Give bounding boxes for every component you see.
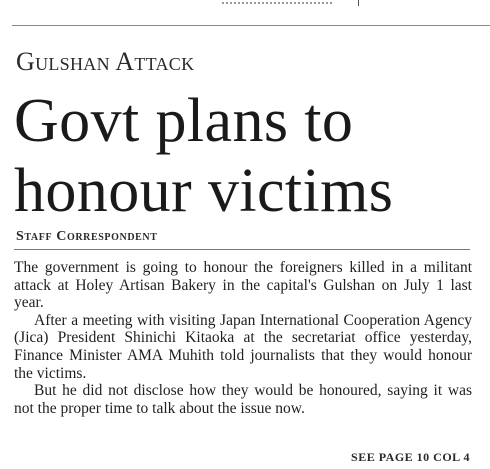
byline-rule — [14, 249, 470, 250]
clipped-text-strokes — [222, 0, 332, 4]
paragraph-1: The government is going to honour the foreigners killed in a militant attack at Holey Artisan Bakery in the capital's Gulshan on July 1 last year. — [14, 259, 472, 312]
article-body — [14, 259, 472, 417]
paragraph-2: After a meeting with visiting Japan International Cooperation Agency (Jica) President Shinichi Kitaoka at the secretariat office yesterday, Finance Minister AMA Muhith told journalists that they would honour the victims. — [14, 311, 472, 382]
column-divider-tick — [358, 0, 359, 6]
headline-line-1: Govt plans to — [14, 87, 354, 155]
continuation-jump-line: SEE PAGE 10 COL 4 — [351, 450, 470, 464]
section-top-rule — [12, 25, 490, 26]
article-headline — [14, 86, 393, 226]
headline-line-2: honour victims — [14, 157, 394, 225]
article-kicker: Gulshan Attack — [16, 47, 195, 76]
clipped-previous-article-fragment — [218, 0, 368, 6]
paragraph-3: But he did not disclose how they would be honoured, saying it was not the proper time to talk about the issue now. — [14, 382, 472, 417]
article-byline: Staff Correspondent — [16, 229, 158, 244]
